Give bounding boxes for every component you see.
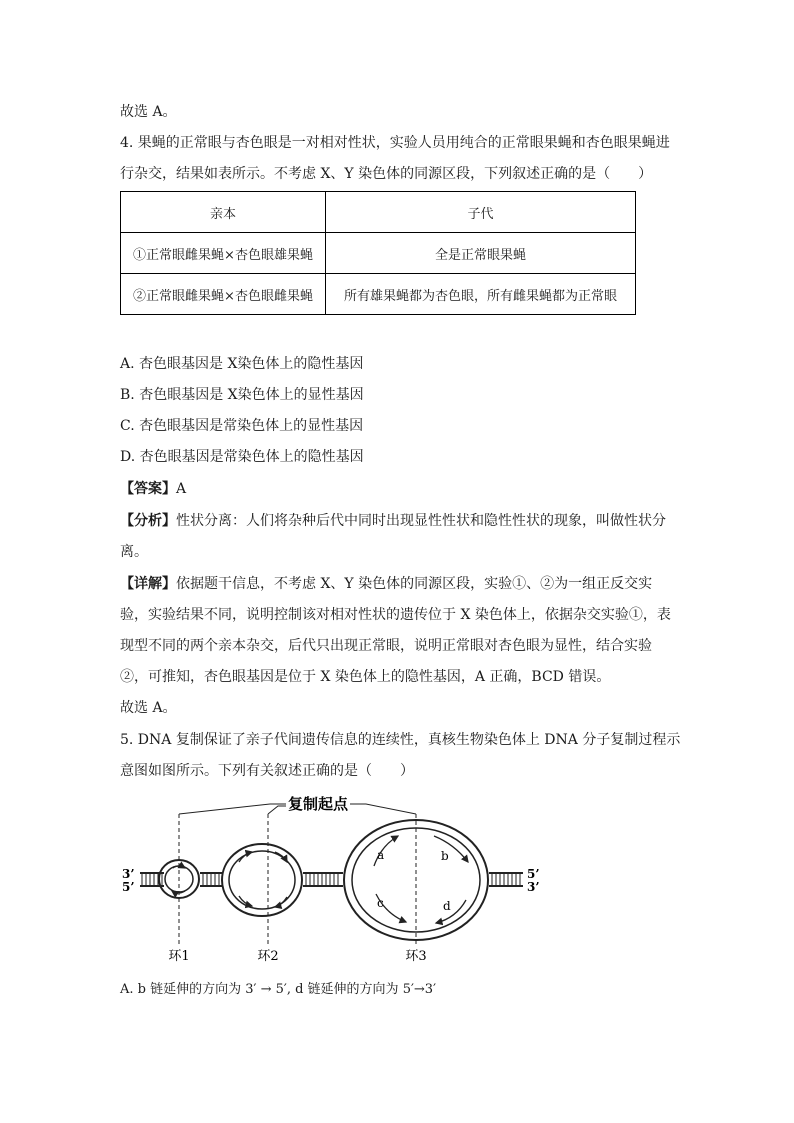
loop-3-label: 环3	[405, 949, 427, 964]
analysis-tag: 【分析】	[120, 513, 176, 529]
left-top-end-label: 3’	[122, 867, 135, 881]
detail-line1	[120, 574, 652, 594]
end-labels	[122, 867, 540, 894]
option-d: D. 杏色眼基因是常染色体上的隐性基因	[120, 449, 364, 465]
table-row	[121, 233, 636, 274]
origin-label: 复制起点	[287, 796, 349, 813]
question-4-stem-line1: 4. 果蝇的正常眼与杏色眼是一对相对性状，实验人员用纯合的正常眼果蝇和杏色眼果蝇进	[120, 135, 670, 151]
question-4-stem-line2: 行杂交，结果如表所示。不考虑 X、Y 染色体的同源区段，下列叙述正确的是（ ）	[120, 166, 653, 182]
table-cell: 全是正常眼果蝇	[326, 233, 636, 274]
loop-1-label: 环1	[168, 949, 190, 964]
detail-text: 依据题干信息，不考虑 X、Y 染色体的同源区段，实验①、②为一组正反交实	[176, 576, 653, 592]
detail-tag: 【详解】	[120, 576, 176, 592]
option-a: A. 杏色眼基因是 X染色体上的隐性基因	[120, 356, 364, 372]
chain-labels	[377, 848, 451, 913]
table-cell: 所有雄果蝇都为杏色眼，所有雌果蝇都为正常眼	[326, 274, 636, 315]
chain-c-label: c	[377, 896, 384, 910]
table-cell: ①正常眼雌果蝇×杏色眼雄果蝇	[121, 233, 326, 274]
question-5-stem-line1: 5. DNA 复制保证了亲子代间遗传信息的连续性，真核生物染色体上 DNA 分子复制过程示	[120, 732, 681, 748]
left-bottom-end-label: 5’	[122, 880, 135, 894]
cross-result-table	[120, 191, 636, 315]
table-header-cell: 亲本	[121, 192, 326, 233]
question-5-stem-line2: 意图如图所示。下列有关叙述正确的是（ ）	[120, 763, 414, 779]
detail-line4: ②，可推知，杏色眼基因是位于 X 染色体上的隐性基因，A 正确，BCD 错误。	[120, 669, 611, 685]
table-header-cell: 子代	[326, 192, 636, 233]
conclusion-line: 故选 A。	[120, 104, 177, 120]
question-5-option-a: A. b 链延伸的方向为 3′ → 5′, d 链延伸的方向为 5′→3′	[120, 982, 437, 997]
chain-d-label: d	[443, 899, 451, 913]
right-top-end-label: 5’	[527, 867, 540, 881]
loop-labels	[168, 949, 426, 964]
answer-tag: 【答案】	[120, 481, 176, 497]
chain-b-label: b	[441, 849, 449, 863]
table-cell: ②正常眼雌果蝇×杏色眼雌果蝇	[121, 274, 326, 315]
dna-replication-diagram	[118, 796, 548, 966]
analysis-text: 性状分离：人们将杂种后代中同时出现显性性状和隐性性状的现象，叫做性状分	[176, 513, 666, 529]
detail-line3: 现型不同的两个亲本杂交，后代只出现正常眼，说明正常眼对杏色眼为显性，结合实验	[120, 638, 652, 654]
answer-line	[120, 479, 186, 499]
analysis-line2: 离。	[120, 544, 148, 560]
right-bottom-end-label: 3’	[527, 880, 540, 894]
option-b: B. 杏色眼基因是 X染色体上的显性基因	[120, 387, 364, 403]
loop-2-label: 环2	[257, 949, 279, 964]
conclusion-line-2: 故选 A。	[120, 700, 177, 716]
dna-strands	[140, 820, 523, 940]
new-strand-arrows	[172, 836, 468, 923]
answer-value: A	[176, 481, 187, 497]
chain-a-label: a	[377, 848, 385, 862]
table-row	[121, 274, 636, 315]
option-c: C. 杏色眼基因是常染色体上的显性基因	[120, 418, 364, 434]
analysis-line1	[120, 511, 666, 531]
table-header-row	[121, 192, 636, 233]
detail-line2: 验，实验结果不同，说明控制该对相对性状的遗传位于 X 染色体上，依据杂交实验①，表	[120, 607, 671, 623]
